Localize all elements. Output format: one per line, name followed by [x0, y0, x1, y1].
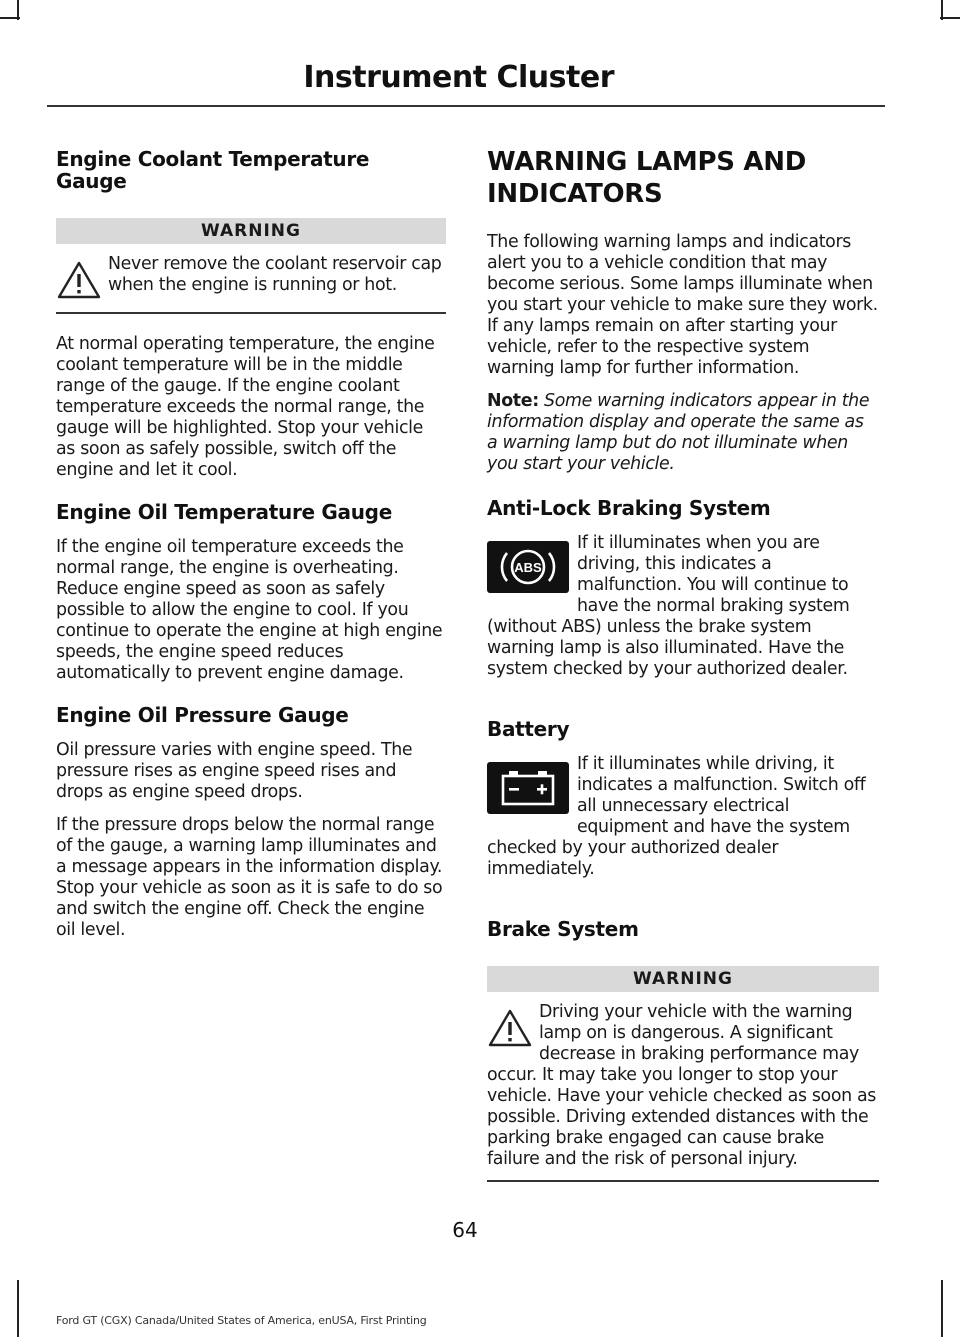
crop-mark — [940, 17, 960, 19]
oil-pressure-paragraph-1: Oil pressure varies with engine speed. The pressure rises as engine speed rises and drops as engine speed drops. — [56, 740, 413, 802]
warning-triangle-icon — [56, 260, 102, 300]
abs-heading: Anti-Lock Braking System — [487, 496, 771, 520]
coolant-paragraph: At normal operating temperature, the engine coolant temperature will be in the middle range of the gauge. If the engine coolant temperature exceeds the normal range, the gauge will be highlighted. Stop your vehicle as soon as safely possible, switch off the engine and let it cool. — [56, 334, 435, 480]
note-paragraph — [487, 391, 879, 475]
section-heading: WARNING LAMPS AND INDICATORS — [487, 147, 806, 209]
abs-warning-icon — [487, 541, 569, 593]
oil-pressure-heading: Engine Oil Pressure Gauge — [56, 703, 349, 727]
warning-text: Driving your vehicle with the warning lamp on is dangerous. A significant decrease in braking performance may occur. It may take you longer to stop your vehicle. Have your vehicle checked as soon as possible. Driving extended distances with the parking brake engaged can cause brake failure and the risk of personal injury. — [487, 1002, 877, 1169]
battery-heading: Battery — [487, 717, 570, 741]
battery-lamp-block — [487, 754, 879, 892]
crop-mark — [0, 17, 20, 19]
abs-icon-label: ABS — [514, 560, 542, 575]
brake-heading: Brake System — [487, 917, 639, 941]
warning-label: WARNING — [56, 218, 446, 244]
left-column — [56, 120, 446, 953]
note-label: Note: — [487, 391, 539, 411]
note-text: Some warning indicators appear in the information display and operate the same as a warning lamp but do not illuminate when you start your vehicle. — [487, 391, 870, 474]
warning-box-brake — [487, 966, 879, 1182]
header-divider — [47, 105, 885, 107]
page-title: Instrument Cluster — [303, 60, 614, 95]
warning-label: WARNING — [487, 966, 879, 992]
coolant-heading: Engine Coolant Temperature Gauge — [56, 147, 370, 193]
warning-body — [487, 1002, 879, 1182]
warning-triangle-icon — [487, 1008, 533, 1048]
page-number: 64 — [452, 1218, 478, 1242]
warning-body — [56, 254, 446, 314]
abs-paragraph: If it illuminates when you are driving, this indicates a malfunction. You will continue to have the normal braking system (without ABS) unless the brake system warning lamp is also illuminated. Have the system checked by your authorized dealer. — [487, 533, 850, 679]
abs-lamp-block — [487, 533, 879, 692]
oil-temp-paragraph: If the engine oil temperature exceeds the normal range, the engine is overheating. Reduce engine speed as soon as safely possible to allow the engine to cool. If you continue to operate the engine at high engine speeds, the engine speed reduces automatically to prevent engine damage. — [56, 537, 443, 683]
edition-footer: Ford GT (CGX) Canada/United States of America, enUSA, First Printing — [56, 1314, 427, 1327]
battery-paragraph: If it illuminates while driving, it indicates a malfunction. Switch off all unnecessary electrical equipment and have the system checked by your authorized dealer immediately. — [487, 754, 866, 879]
crop-mark — [941, 1280, 943, 1337]
oil-temp-heading: Engine Oil Temperature Gauge — [56, 500, 392, 524]
oil-pressure-paragraph-2: If the pressure drops below the normal range of the gauge, a warning lamp illuminates and a message appears in the information display. Stop your vehicle as soon as it is safe to do so and switch the engine off. Check the engine oil level. — [56, 815, 443, 940]
intro-paragraph: The following warning lamps and indicators alert you to a vehicle condition that may become serious. Some lamps illuminate when you start your vehicle to make sure they work. If any lamps remain on after starting your vehicle, refer to the respective system warning lamp for further information. — [487, 232, 878, 378]
right-column — [487, 120, 879, 1202]
battery-icon — [487, 762, 569, 814]
warning-box-coolant — [56, 218, 446, 314]
crop-mark — [17, 1280, 19, 1337]
warning-text: Never remove the coolant reservoir cap when the engine is running or hot. — [108, 254, 442, 295]
